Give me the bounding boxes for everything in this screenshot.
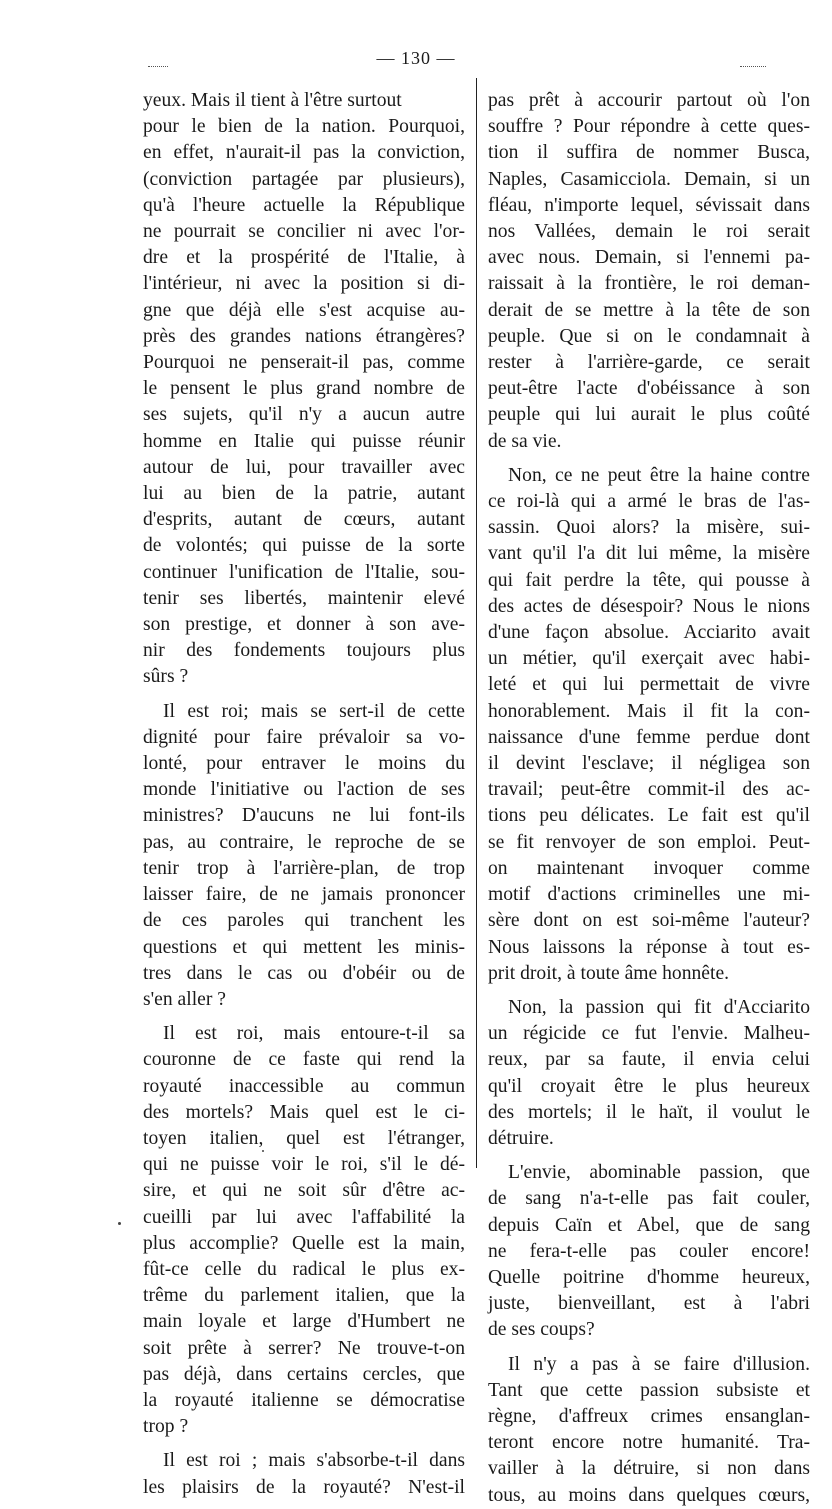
text-line: son prestige, et donner à son ave- [143,614,465,636]
text-line: de ces paroles qui tranchent les [143,910,465,932]
text-line: leté et qui lui permettait de vivre [488,674,810,696]
text-line: avec nous. Demain, si l'ennemi pa- [488,247,810,269]
text-line: qu'il croyait être le plus heureux [488,1075,810,1097]
text-line: tres dans le cas ou d'obéir ou de [143,962,465,984]
text-line: des mortels; il le haït, il voulut le [488,1101,810,1123]
text-line: pas déjà, dans certains cercles, que [143,1363,465,1385]
text-line: peuple. Que si on le condamnait à [488,325,810,347]
text-line: Il est roi; mais se sert-il de cette [163,700,465,722]
text-line: Pourquoi ne penserait-il pas, comme [143,352,465,374]
text-line: homme en Italie qui puisse réunir [143,430,465,452]
text-line: un métier, qu'il exerçait avec habi- [488,648,810,670]
text-line: Naples, Casamicciola. Demain, si un [488,168,810,190]
text-line: d'une façon absolue. Acciarito avait [488,622,810,644]
paragraph-gap [143,1013,465,1021]
page-number: — 130 — [376,48,456,68]
text-line: derait de se mettre à la tête de son [488,299,810,321]
text-line: Il est roi ; mais s'absorbe-t-il dans [163,1450,465,1472]
text-line: pas prêt à accourir partout où l'on [488,90,810,111]
paragraph-gap [488,1152,810,1160]
column-divider [476,78,477,1168]
text-line: sûrs ? [143,666,189,688]
text-line: ne pourrait se concilier ni avec l'or- [143,221,465,243]
text-line: continuer l'unification de l'Italie, sou- [143,561,465,583]
text-line: plus accomplie? Quelle est la main, [143,1232,465,1254]
text-line: Quelle poitrine d'homme heureux, [488,1266,810,1288]
text-line: ses sujets, qu'il n'y a aucun autre [143,404,465,426]
text-line: honorablement. Mais il fit la con- [488,700,810,722]
text-line: règne, d'affreux crimes ensanglan- [488,1405,810,1427]
text-line: l'intérieur, ni avec la position si di- [143,273,465,295]
text-line: des mortels? Mais quel est le ci- [143,1101,465,1123]
paragraph-gap [143,691,465,699]
text-line: Tant que cette passion subsiste et [488,1379,810,1401]
text-line: qui fait perdre la tête, qui pousse à [488,569,810,591]
text-line: ce roi-là qui a armé le bras de l'as- [488,491,810,513]
text-line: pas, au contraire, le reproche de se [143,831,465,853]
text-line: raissait à la frontière, le roi deman- [488,273,810,295]
text-line: détruire. [488,1127,554,1149]
text-line: (conviction partagée par plusieurs), [143,168,465,190]
text-line: fût-ce celle du radical le plus ex- [143,1258,465,1280]
paragraph-gap [488,987,810,995]
text-line: juste, bienveillant, est à l'abri [488,1293,810,1315]
text-line: sire, et qui ne soit sûr d'être ac- [143,1180,465,1202]
text-line: fléau, n'importe lequel, sévissait dans [488,194,810,216]
header-dash-right [740,66,766,67]
text-line: Il n'y a pas à se faire d'illusion. [508,1353,810,1375]
text-line: on maintenant invoquer comme [488,857,810,879]
text-line: tous, au moins dans quelques cœurs, [488,1484,810,1506]
text-line: tion il suffira de nommer Busca, [488,142,810,164]
text-line: de volontés; qui puisse de la sorte [143,535,465,557]
text-line: souffre ? Pour répondre à cette ques- [488,116,810,138]
text-line: monde l'initiative ou l'action de ses [143,779,465,801]
text-line: ministres? D'aucuns ne lui font-ils [143,805,465,827]
text-line: qui ne puisse voir le roi, s'il le dé- [143,1154,465,1176]
text-line: cueilli par lui avec l'affabilité la [143,1206,465,1228]
text-line: Nous laissons la réponse à tout es- [488,936,810,958]
text-line: vailler à la détruire, si non dans [488,1458,810,1480]
text-line: qu'à l'heure actuelle la République [143,194,465,216]
text-line: naissance d'une femme perdue dont [488,726,810,748]
text-line: peut-être l'acte d'obéissance à son [488,378,810,400]
text-line: sassin. Quoi alors? la misère, sui- [488,517,810,539]
text-line: autour de lui, pour travailler avec [143,456,465,478]
text-line: soit prête à serrer? Ne trouve-t-on [143,1337,465,1359]
text-line: il devint l'esclave; il négligea son [488,753,810,775]
text-line: lonté, pour entraver le moins du [143,753,465,775]
text-line: d'esprits, autant de cœurs, autant [143,509,465,531]
text-line: travail; peut-être commit-il des ac- [488,779,810,801]
text-line: Non, ce ne peut être la haine contre [508,464,810,486]
text-line: tenir ses libertés, maintenir elevé [143,587,465,609]
text-line: les plaisirs de la royauté? N'est-il [143,1476,465,1498]
text-line: sère dont on est soi-même l'auteur? [488,910,810,932]
paragraph-gap [488,1344,810,1352]
text-line: rester à l'arrière-garde, ce serait [488,352,810,374]
right-column [488,88,810,1509]
left-column [143,88,465,1501]
text-line: laisser faire, de ne jamais prononcer [143,884,465,906]
text-line: Il est roi, mais entoure-t-il sa [163,1023,465,1045]
text-line: nir des fondements toujours plus [143,640,465,662]
text-line: de ses coups? [488,1319,595,1341]
text-line: reux, par sa faute, il envia celui [488,1049,810,1071]
text-line: ne fera-t-elle pas couler encore! [488,1240,810,1262]
text-line: questions et qui mettent les minis- [143,936,465,958]
text-line: de sa vie. [488,430,562,452]
text-line: dignité pour faire prévaloir sa vo- [143,726,465,748]
text-line: en effet, n'aurait-il pas la conviction, [143,142,465,164]
text-line: L'envie, abominable passion, que [508,1162,810,1184]
text-line: gne que déjà elle s'est acquise au- [143,299,465,321]
text-line: teront encore notre humanité. Tra- [488,1432,810,1454]
text-line: près des grandes nations étrangères? [143,325,465,347]
text-line: motif d'actions criminelles une mi- [488,884,810,906]
text-line: nos Vallées, demain le roi serait [488,221,810,243]
text-line: couronne de ce faste qui rend la [143,1049,465,1071]
text-line: vant qu'il l'a dit lui même, la misère [488,543,810,565]
text-line: prit droit, à toute âme honnête. [488,962,730,984]
text-line: tenir trop à l'arrière-plan, de trop [143,857,465,879]
scan-speck [118,1222,121,1225]
scan-speck [262,1150,264,1152]
text-line: s'en aller ? [143,988,226,1010]
text-line: depuis Caïn et Abel, que de sang [488,1214,810,1236]
text-line: pour le bien de la nation. Pourquoi, [143,116,465,138]
text-line: trop ? [143,1416,189,1438]
text-line: tions peu délicates. Le fait est qu'il [488,805,810,827]
text-line: un régicide ce fut l'envie. Malheu- [488,1023,810,1045]
header-dash-left [148,66,168,67]
text-line: lui au bien de la patrie, autant [143,483,465,505]
text-line: se fit renvoyer de son emploi. Peut- [488,831,810,853]
text-line: Non, la passion qui fit d'Acciarito [508,996,810,1018]
text-line: toyen italien, quel est l'étranger, [143,1127,465,1149]
text-line: yeux. Mais il tient à l'être surtout [143,90,402,111]
text-line: main loyale et large d'Humbert ne [143,1311,465,1333]
text-line: des actes de désespoir? Nous le nions [488,595,810,617]
text-line: royauté inaccessible au commun [143,1075,465,1097]
paragraph-gap [488,455,810,463]
text-line: le pensent le plus grand nombre de [143,378,465,400]
text-line: trême du parlement italien, que la [143,1285,465,1307]
text-line: dre et la prospérité de l'Italie, à [143,247,465,269]
text-line: peuple qui lui aurait le plus coûté [488,404,810,426]
paragraph-gap [143,1440,465,1448]
text-line: la royauté italienne se démocratise [143,1389,465,1411]
text-line: de sang n'a-t-elle pas fait couler, [488,1188,810,1210]
